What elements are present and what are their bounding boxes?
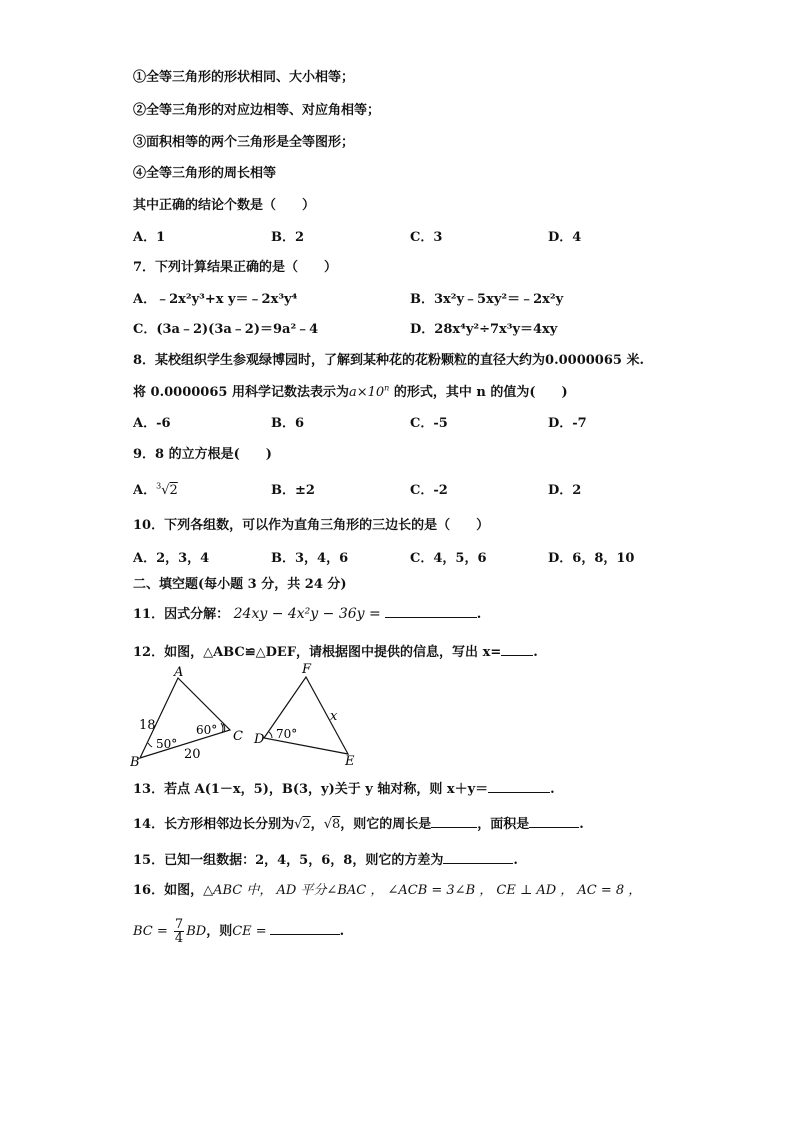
q6-option-c: C．3 bbox=[410, 230, 443, 245]
angle-b: 50° bbox=[156, 737, 178, 751]
q6-option-a: A．1 bbox=[133, 230, 166, 245]
label-d: D bbox=[254, 732, 265, 747]
q8-sci-notation: a×10 bbox=[348, 385, 385, 400]
q14-radicand-2: 8 bbox=[331, 817, 341, 832]
q8-line1: 8．某校组织学生参观绿博园时，了解到某种花的花粉颗粒的直径大约为0.0000065 米. bbox=[133, 353, 644, 368]
q12-answer-blank[interactable] bbox=[501, 643, 533, 656]
q16-numerator: 7 bbox=[174, 917, 184, 932]
q7-option-d bbox=[410, 318, 557, 337]
angle-c: 60° bbox=[196, 723, 218, 737]
q8-option-d: D．-7 bbox=[548, 416, 587, 431]
q7-option-b bbox=[410, 288, 563, 307]
q15-text: 15．已知一组数据：2，4，5，6，8，则它的方差为 bbox=[133, 853, 444, 868]
q14-end: . bbox=[579, 817, 584, 832]
q11 bbox=[133, 603, 481, 622]
label-e: E bbox=[345, 754, 355, 769]
label-b: B bbox=[130, 755, 140, 770]
q16-end: . bbox=[339, 924, 345, 939]
q16-conditions: △ABC 中， AD 平分∠BAC ， ∠ACB = 3∠B ， CE ⊥ AD ， AC = 8 ， bbox=[203, 883, 642, 898]
statement-2: ②全等三角形的对应边相等、对应角相等； bbox=[133, 103, 381, 118]
section-heading: 二、填空题(每小题 3 分，共 24 分) bbox=[133, 577, 347, 592]
q7-stem: 7．下列计算结果正确的是（ ） bbox=[133, 260, 338, 275]
q14-after: ，则它的周长是 bbox=[340, 817, 432, 832]
q12-text: 12．如图，△ABC≌△DEF，请根据图中提供的信息，写出 x= bbox=[133, 645, 502, 660]
q10-option-b: B．3，4，6 bbox=[271, 551, 349, 566]
q8-line2-before: 将 0.0000065 用科学记数法表示为 bbox=[133, 385, 349, 400]
q6-question: 其中正确的结论个数是（ ） bbox=[133, 198, 316, 213]
q16-ce: CE = bbox=[232, 924, 267, 939]
label-a: A bbox=[174, 665, 184, 680]
q10-option-d: D．6，8，10 bbox=[548, 551, 635, 566]
q14-mid: ，面积是 bbox=[477, 817, 530, 832]
side-ab: 18 bbox=[139, 718, 156, 733]
q9-root-index: 3 bbox=[156, 481, 162, 491]
q9-option-c: C．-2 bbox=[410, 483, 448, 498]
q8-line2-after: 的形式，其中 n 的值为( ) bbox=[389, 385, 568, 400]
q9-option-d: D．2 bbox=[548, 483, 582, 498]
angle-d: 70° bbox=[276, 727, 298, 741]
q13-text: 13．若点 A(1－x，5)，B(3，y)关于 y 轴对称，则 x＋y＝ bbox=[133, 782, 489, 797]
side-x: x bbox=[330, 709, 338, 724]
q14-sep: ， bbox=[310, 817, 324, 832]
q7-a-label: A． bbox=[133, 292, 157, 307]
q7-a-expr: ﹣2x²y³+x y＝﹣2x³y⁴ bbox=[156, 292, 298, 307]
side-bc: 20 bbox=[184, 747, 201, 762]
q8-option-b: B．6 bbox=[271, 416, 305, 431]
q11-end: . bbox=[476, 607, 482, 622]
q16-intro: 16．如图， bbox=[133, 883, 204, 898]
q16-denominator: 4 bbox=[174, 931, 184, 946]
q7-b-expr: 3x²y﹣5xy²＝﹣2x²y bbox=[434, 292, 564, 307]
q7-b-label: B． bbox=[410, 292, 434, 307]
q6-option-d: D．4 bbox=[548, 230, 582, 245]
q7-c-expr: (3a﹣2)(3a﹣2)＝9a²﹣4 bbox=[156, 322, 319, 337]
q8-exponent: n bbox=[384, 383, 390, 393]
q9-radicand: 2 bbox=[169, 483, 178, 498]
q16-bd: BD bbox=[186, 924, 207, 939]
q9-a-label: A． bbox=[133, 483, 157, 498]
q14: 14．长方形相邻边长分别为√2，√8，则它的周长是 ，面积是 . bbox=[133, 817, 584, 832]
q15-end: . bbox=[513, 853, 518, 868]
statement-3: ③面积相等的两个三角形是全等图形； bbox=[133, 135, 355, 150]
q7-d-label: D． bbox=[410, 322, 435, 337]
q13-end: . bbox=[550, 782, 555, 797]
q8-line2 bbox=[133, 381, 568, 400]
q14-perimeter-blank[interactable] bbox=[431, 815, 477, 828]
q12 bbox=[133, 641, 538, 660]
q16-then: ，则 bbox=[206, 924, 233, 939]
q14-radicand-1: 2 bbox=[302, 817, 311, 832]
q16-fraction bbox=[174, 918, 184, 945]
q9-option-b: B．±2 bbox=[271, 483, 315, 498]
q9-option-a: A．$^3$√2 bbox=[133, 481, 178, 498]
q16-line1 bbox=[133, 879, 641, 898]
q11-answer-blank[interactable] bbox=[385, 605, 477, 618]
q8-option-a: A．-6 bbox=[133, 416, 171, 431]
q7-option-c bbox=[133, 318, 318, 337]
q14-before: 14．长方形相邻边长分别为 bbox=[133, 817, 295, 832]
q8-option-c: C．-5 bbox=[410, 416, 448, 431]
label-c: C bbox=[233, 729, 243, 744]
q14-area-blank[interactable] bbox=[529, 815, 579, 828]
q16-line2 bbox=[133, 918, 344, 945]
q7-c-label: C． bbox=[133, 322, 157, 337]
q15 bbox=[133, 849, 518, 868]
q7-d-expr: 28x⁴y²÷7x³y＝4xy bbox=[434, 322, 558, 337]
triangle-figure bbox=[130, 660, 370, 772]
q9-stem: 9．8 的立方根是( ) bbox=[133, 447, 272, 462]
q15-answer-blank[interactable] bbox=[443, 851, 513, 864]
q10-stem: 10．下列各组数，可以作为直角三角形的三边长的是（ ） bbox=[133, 518, 490, 533]
q13 bbox=[133, 778, 555, 797]
statement-1: ①全等三角形的形状相同、大小相等； bbox=[133, 70, 355, 85]
q12-end: . bbox=[533, 645, 538, 660]
q10-option-c: C．4，5，6 bbox=[410, 551, 487, 566]
q7-option-a bbox=[133, 288, 297, 307]
q11-expr: 24xy − 4x²y − 36y = bbox=[233, 606, 381, 622]
q10-option-a: A．2，3，4 bbox=[133, 551, 210, 566]
q16-answer-blank[interactable] bbox=[270, 922, 340, 935]
statement-4: ④全等三角形的周长相等 bbox=[133, 166, 277, 181]
label-f: F bbox=[302, 662, 312, 677]
q6-option-b: B．2 bbox=[271, 230, 305, 245]
q13-answer-blank[interactable] bbox=[488, 780, 550, 793]
q11-label: 11．因式分解： bbox=[133, 607, 230, 622]
triangle-abc bbox=[130, 665, 243, 770]
triangle-def bbox=[253, 662, 355, 769]
q16-bc: BC = bbox=[133, 924, 168, 939]
